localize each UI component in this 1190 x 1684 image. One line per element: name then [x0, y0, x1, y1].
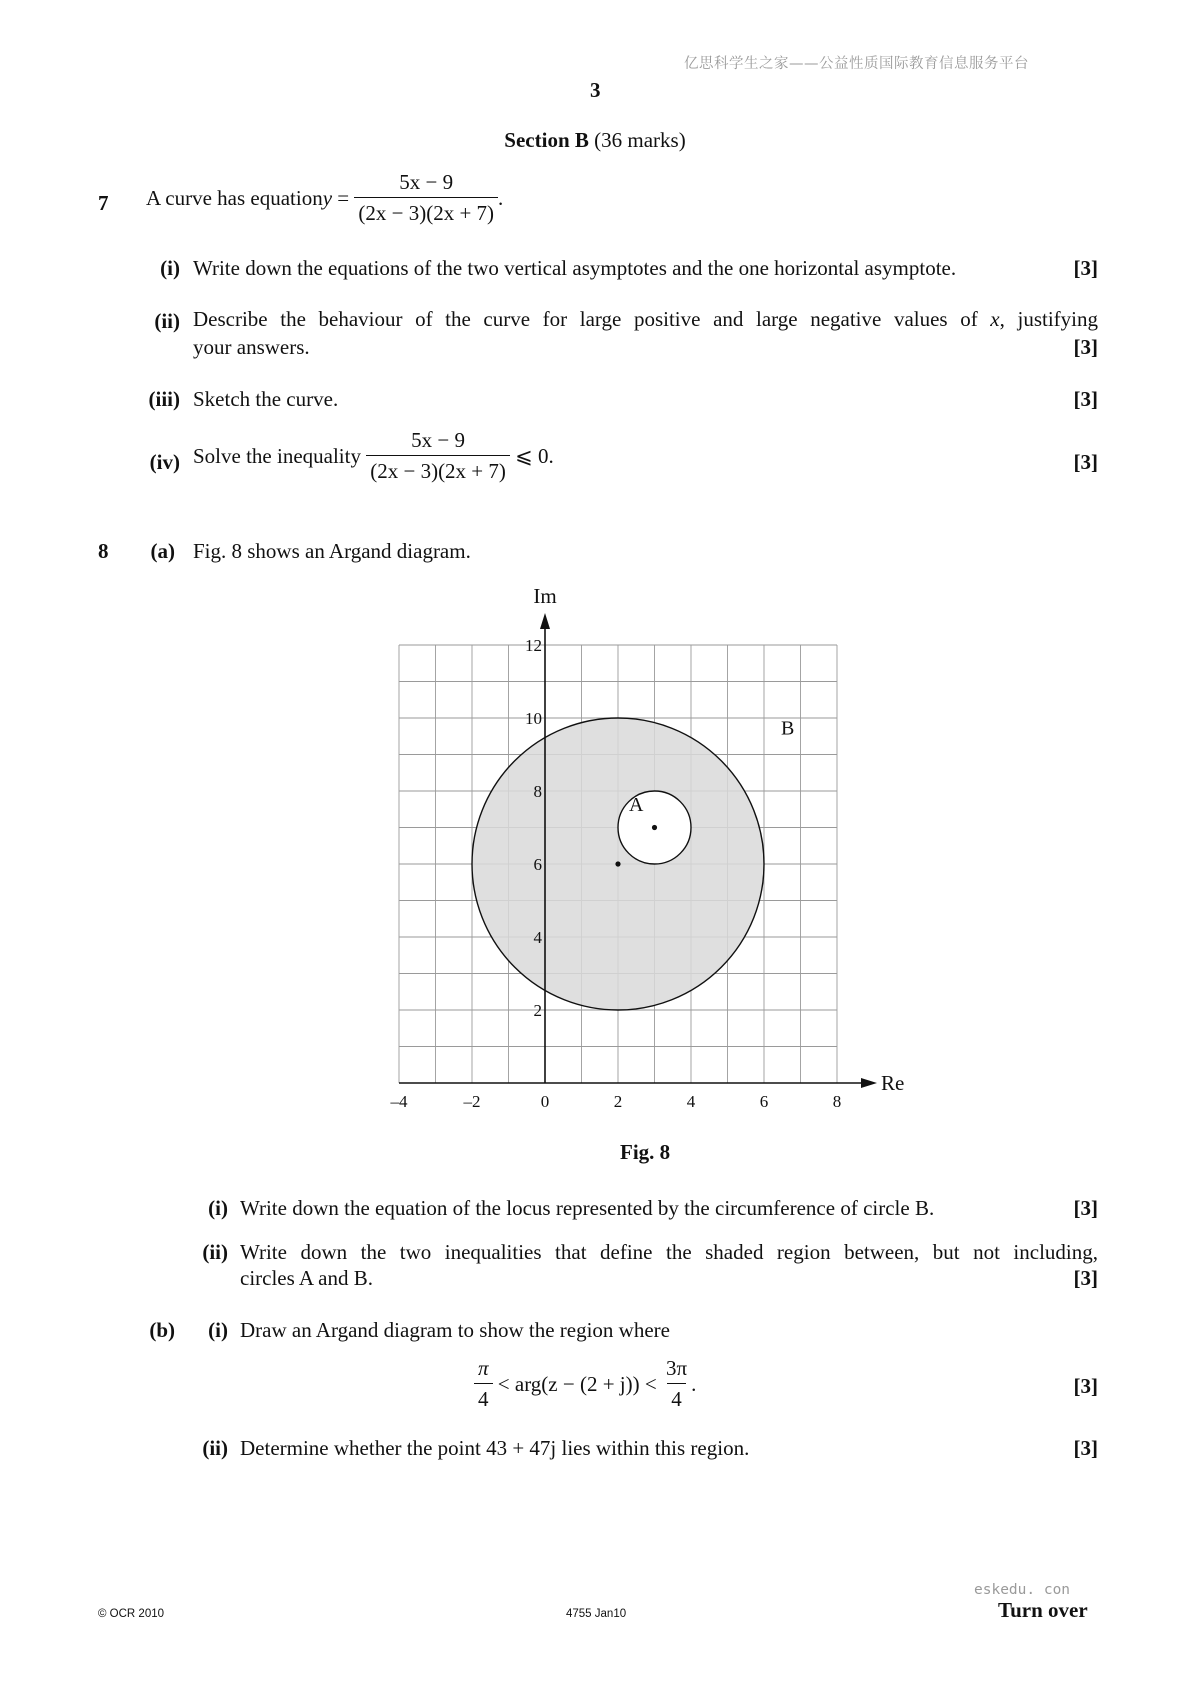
q7-part-iv-tail: ⩽ 0. [509, 443, 554, 468]
q8-a-part-i-label: (i) [208, 1196, 228, 1220]
q7-part-iv-body [193, 430, 554, 482]
q8-part-a-label: (a) [150, 539, 175, 563]
y-tick-label: 8 [533, 782, 542, 801]
q7-part-iv-fraction [366, 430, 510, 482]
figure-caption: Fig. 8 [620, 1140, 671, 1164]
q7-fraction [354, 172, 498, 224]
q8-part-b-label: (b) [149, 1318, 175, 1342]
section-title [0, 128, 1190, 153]
x-tick-label: 4 [686, 1092, 696, 1111]
page-number: 3 [590, 78, 601, 102]
watermark-bottom: eskedu. con [974, 1582, 1071, 1598]
question-7-stem [146, 172, 503, 224]
y-tick-label: 6 [533, 855, 542, 874]
section-title-rest: (36 marks) [588, 128, 686, 152]
ineq-right-denominator: 4 [667, 1383, 686, 1410]
q7-part-iv-marks: [3] [1073, 450, 1098, 474]
q7-stem-text: A curve has equation [146, 185, 323, 210]
x-tick-label: 6 [759, 1092, 769, 1111]
footer-copyright: © OCR 2010 [98, 1608, 165, 1620]
y-tick-label: 4 [533, 928, 542, 947]
q8-b-part-ii-label: (ii) [202, 1436, 228, 1460]
circle-b-centre [615, 861, 620, 866]
q7-part-ii-text-b: , justifying [999, 307, 1098, 331]
ineq-end: . [691, 1371, 697, 1396]
q7-part-i-text: Write down the equations of the two vertical asymptotes and the one horizontal asymptote. [193, 256, 957, 280]
q8-a-part-ii-text-a: Write down the two inequalities that define the shaded region between, but not including, [240, 1240, 1098, 1264]
q7-part-ii-marks: [3] [1073, 335, 1098, 359]
q7-stem-eq: = [332, 185, 355, 210]
circles [472, 718, 764, 1010]
q7-part-ii-line1 [193, 306, 1098, 332]
circle-b-label: B [781, 717, 795, 740]
y-tick-label: 2 [533, 1001, 542, 1020]
q7-part-iii-marks: [3] [1073, 387, 1098, 411]
q8-part-a-text: Fig. 8 shows an Argand diagram. [193, 539, 471, 563]
ineq-left-numerator: π [478, 1356, 489, 1380]
q8-a-part-i-text: Write down the equation of the locus represented by the circumference of circle B. [240, 1196, 935, 1220]
imaginary-axis-arrow [540, 613, 550, 629]
q7-stem-var: y [322, 185, 333, 210]
q7-stem-end: . [498, 185, 504, 210]
im-axis-label: Im [533, 584, 557, 608]
question-7-number: 7 [98, 191, 109, 215]
q8-b-part-ii-marks: [3] [1073, 1436, 1098, 1460]
x-tick-label: 8 [832, 1092, 842, 1111]
q7-fraction-denominator: (2x − 3)(2x + 7) [354, 197, 498, 224]
circle-a-label: A [629, 794, 644, 817]
q8-b-part-i-marks: [3] [1073, 1374, 1098, 1398]
x-tick-label: 2 [613, 1092, 623, 1111]
x-tick-label: 0 [540, 1092, 550, 1111]
q8-a-part-i-marks: [3] [1073, 1196, 1098, 1220]
y-tick-label: 12 [525, 636, 542, 655]
footer-code: 4755 Jan10 [566, 1608, 627, 1620]
q7-part-iv-label: (iv) [149, 450, 180, 474]
q8-b-inequality [474, 1358, 696, 1410]
watermark-top: 亿思科学生之家——公益性质国际教育信息服务平台 [684, 56, 1029, 72]
q7-part-iii-text: Sketch the curve. [193, 387, 339, 411]
q8-a-part-ii-label: (ii) [202, 1240, 228, 1264]
real-axis-arrow [861, 1078, 877, 1088]
q7-part-i-label: (i) [160, 256, 180, 280]
q8-a-part-ii-marks: [3] [1073, 1266, 1098, 1290]
question-8-number: 8 [98, 539, 109, 563]
ineq-right-numerator: 3π [665, 1356, 688, 1380]
ineq-right-fraction [662, 1358, 691, 1410]
q7-part-iv-fraction-denominator: (2x − 3)(2x + 7) [366, 455, 510, 482]
x-tick-label: –4 [390, 1092, 408, 1111]
q7-part-ii-label: (ii) [154, 309, 180, 333]
ineq-left-fraction [474, 1358, 493, 1410]
q8-b-part-i-text: Draw an Argand diagram to show the region where [240, 1318, 670, 1342]
q8-b-part-i-label: (i) [208, 1318, 228, 1342]
q7-part-ii-text-c: your answers. [193, 335, 310, 359]
ineq-middle: < arg(z − (2 + j)) < [492, 1371, 662, 1396]
q7-part-iv-text: Solve the inequality [193, 443, 367, 468]
q7-part-i-marks: [3] [1073, 256, 1098, 280]
q7-part-iii-label: (iii) [148, 387, 180, 411]
q7-part-iv-fraction-numerator: 5x − 9 [411, 428, 465, 452]
q7-fraction-numerator: 5x − 9 [399, 170, 454, 194]
re-axis-label: Re [881, 1071, 905, 1095]
ineq-left-denominator: 4 [474, 1383, 493, 1410]
q7-part-ii-text-a: Describe the behaviour of the curve for large positive and large negative values of [193, 307, 991, 331]
q8-b-part-ii-text: Determine whether the point 43 + 47j lies within this region. [240, 1436, 750, 1460]
circle-a-centre [652, 825, 657, 830]
q7-part-ii-var: x [990, 307, 1000, 331]
turn-over: Turn over [998, 1598, 1088, 1622]
argand-diagram [380, 584, 905, 1140]
x-tick-label: –2 [463, 1092, 481, 1111]
q8-a-part-ii-text-b: circles A and B. [240, 1266, 373, 1290]
section-title-bold: Section B [504, 128, 589, 152]
y-tick-label: 10 [525, 709, 542, 728]
